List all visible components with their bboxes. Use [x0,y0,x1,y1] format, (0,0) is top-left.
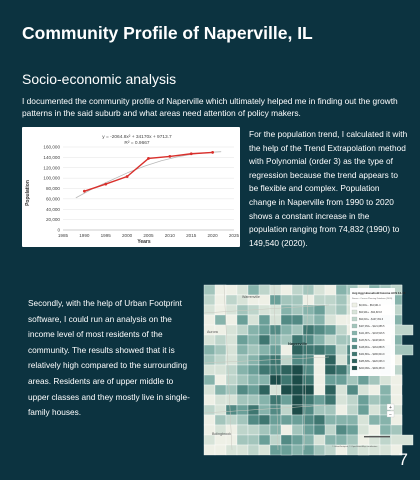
map-tract[interactable] [303,385,314,395]
map-tract[interactable] [204,345,215,355]
map-tract[interactable] [325,285,336,295]
map-tract[interactable] [325,335,336,345]
map-tract[interactable] [270,435,281,445]
map-tract[interactable] [204,355,215,365]
map-tract[interactable] [281,425,292,435]
map-legend-label: $0,000+ - $64,991.4 [359,304,381,308]
map-tract[interactable] [281,385,292,395]
map-tract[interactable] [292,385,303,395]
map-tract[interactable] [303,435,314,445]
page-number: 7 [398,450,408,469]
map-tract[interactable] [369,385,380,395]
map-tract[interactable] [391,375,402,385]
map-tract[interactable] [248,435,259,445]
zoom-in-icon: + [389,405,392,411]
chart-x-tick-label: 1995 [100,233,111,238]
map-scale-bar [364,436,390,437]
map-tract[interactable] [215,405,226,415]
map-tract[interactable] [303,285,314,295]
map-tract[interactable] [248,315,259,325]
map-tract[interactable] [303,355,314,365]
map-tract[interactable] [369,405,380,415]
chart-data-point [168,155,171,158]
chart-y-tick-label: 60,000 [45,196,60,202]
map-legend-swatch [352,317,357,321]
map-tract[interactable] [292,405,303,415]
map-tract[interactable] [325,435,336,445]
chart-y-tick-label: 120,000 [43,165,60,171]
map-tract[interactable] [237,285,248,295]
map-legend-swatch [352,345,357,349]
map-tract[interactable] [215,355,226,365]
map-tract[interactable] [303,315,314,325]
map-tract[interactable] [336,315,347,325]
map-zoom-controls[interactable] [387,404,394,418]
map-tract[interactable] [259,345,270,355]
map-tract[interactable] [336,285,347,295]
map-legend-swatch [352,366,357,370]
map-tract[interactable] [248,345,259,355]
map-tract[interactable] [270,415,281,425]
map-tract[interactable] [259,315,270,325]
map-tract[interactable] [292,325,303,335]
map-tract[interactable] [226,445,237,455]
map-tract[interactable] [292,295,303,305]
map-tract[interactable] [325,295,336,305]
map-tract[interactable] [358,415,369,425]
map-tract[interactable] [325,325,336,335]
map-tract[interactable] [303,365,314,375]
map-tract[interactable] [204,295,215,305]
map-tract[interactable] [204,405,215,415]
page-title: Community Profile of Naperville, IL [22,23,313,43]
chart-data-point [83,190,86,193]
map-tract[interactable] [204,385,215,395]
map-tract[interactable] [204,315,215,325]
map-tract[interactable] [270,365,281,375]
map-tract[interactable] [391,435,413,445]
map-tract[interactable] [248,365,259,375]
zoom-out-icon: − [389,412,392,418]
map-legend-swatch [352,310,357,314]
population-chart-svg [22,127,240,247]
map-tract[interactable] [281,375,292,385]
map-tract[interactable] [358,395,369,405]
map-legend-label: $64,991+ - $94,615.8 [359,311,382,315]
map-tract[interactable] [292,315,303,325]
map-tract[interactable] [237,325,248,335]
map-tract[interactable] [336,395,347,405]
chart-x-tick-label: 2015 [186,233,197,238]
map-tract[interactable] [325,305,336,315]
chart-data-point [190,152,193,155]
chart-y-tick-label: 160,000 [43,144,60,150]
map-place-bolingbrook: Bolingbrook [212,432,231,436]
chart-y-tick-label: 20,000 [45,217,60,223]
chart-y-tick-label: 40,000 [45,206,60,212]
map-tract[interactable] [270,295,281,305]
map-legend-swatch [352,352,357,356]
map-tract[interactable] [237,375,248,385]
map-tract[interactable] [347,395,358,405]
map-tract[interactable] [281,305,292,315]
map-tract[interactable] [292,395,303,405]
map-tract[interactable] [314,285,325,295]
map-tract[interactable] [204,365,215,375]
map-legend-label: $107,452+ - $121,086.5 [359,325,385,329]
income-paragraph: Secondly, with the help of Urban Footprint software, I could run an analysis on the income level of most residents of the community. The results showed that it is relatively high compared to the surrounding areas. Residents are of upper middle to upper classes and they mostly live in single-family houses. [28,298,190,418]
map-legend-label: $121,087+ - $133,516.5 [359,332,385,336]
map-tract[interactable] [336,405,347,415]
map-tract[interactable] [358,425,369,435]
chart-y-tick-label: 80,000 [45,186,60,192]
map-tract[interactable] [237,345,248,355]
map-tract[interactable] [292,375,303,385]
map-tract[interactable] [259,325,270,335]
chart-equation: y = -2064.8x² + 34170x + 9713.7 [102,135,172,140]
map-tract[interactable] [281,435,292,445]
map-tract[interactable] [325,405,336,415]
map-legend-label: $186,605+ - $220,066.3 [359,360,385,364]
chart-data-point [126,175,129,178]
map-tract[interactable] [347,405,358,415]
map-tract[interactable] [336,355,347,365]
chart-y-tick-label: 140,000 [43,154,60,160]
map-place-warrenville: Warrenville [242,295,260,299]
map-legend-label: $94,616+ - $107,451.6 [359,318,384,322]
chart-y-tick-label: 0 [57,227,60,233]
map-tract[interactable] [215,335,226,345]
map-tract[interactable] [204,335,215,345]
chart-x-tick-label: 2020 [207,233,218,238]
map-tract[interactable] [336,335,347,345]
map-tract[interactable] [226,385,237,395]
income-map-svg[interactable] [204,285,406,450]
map-tract[interactable] [204,435,215,445]
map-tract[interactable] [391,385,402,395]
map-tract[interactable] [292,285,303,295]
page-subtitle: Socio-economic analysis [22,71,177,87]
map-tract[interactable] [369,375,380,385]
map-tract[interactable] [380,385,391,395]
map-tract[interactable] [369,425,380,435]
chart-r-squared: R² = 0.9667 [124,141,150,146]
map-tract[interactable] [259,385,270,395]
map-tract[interactable] [259,295,270,305]
map-tract[interactable] [259,285,270,295]
intro-paragraph: I documented the community profile of Naperville which ultimately helped me in finding out the growth patterns in the said suburb and what areas need attention of policy makers. [22,96,398,118]
map-tract[interactable] [237,445,248,455]
map-tract[interactable] [325,425,336,435]
map-legend-label: $220,066+ - $409,453.9 [359,367,385,371]
map-tract[interactable] [281,365,292,375]
map-tract[interactable] [314,315,325,325]
map-tract[interactable] [281,355,292,365]
map-tract[interactable] [204,305,215,315]
map-tract[interactable] [303,375,314,385]
map-tract[interactable] [215,375,226,385]
map-legend-swatch [352,359,357,363]
map-tract[interactable] [314,295,325,305]
map-tract[interactable] [314,335,325,345]
map-tract[interactable] [292,425,303,435]
map-tract[interactable] [281,415,292,425]
map-tract[interactable] [237,405,248,415]
population-chart [22,127,240,247]
chart-x-tick-label: 2025 [228,233,240,238]
map-tract[interactable] [336,375,347,385]
map-tract[interactable] [325,385,336,395]
map-tract[interactable] [336,305,347,315]
chart-x-tick-label: 2000 [122,233,133,238]
map-legend-swatch [352,331,357,335]
map-tract[interactable] [314,355,325,365]
map-tract[interactable] [226,325,237,335]
map-tract[interactable] [237,355,248,365]
map-tract[interactable] [391,425,402,435]
map-tract[interactable] [248,375,259,385]
map-legend-swatch [352,303,357,307]
map-tract[interactable] [204,375,215,385]
map-tract[interactable] [281,395,292,405]
map-tract[interactable] [204,415,215,425]
chart-data-point [147,157,150,160]
chart-x-tick-label: 1985 [57,233,69,238]
map-tract[interactable] [259,445,270,455]
map-tract[interactable] [336,435,347,445]
map-tract[interactable] [248,355,259,365]
map-tract[interactable] [237,395,248,405]
map-legend-label: $133,517+ - $148,960.6 [359,339,385,343]
map-tract[interactable] [347,375,358,385]
chart-x-tick-label: 1990 [79,233,90,238]
map-tract[interactable] [358,405,369,415]
map-tract[interactable] [237,425,248,435]
chart-data-point [211,151,214,154]
map-legend-swatch [352,324,357,328]
map-tract[interactable] [314,415,325,425]
map-tract[interactable] [292,435,303,445]
map-tract[interactable] [226,375,237,385]
map-place-aurora: Aurora [207,330,218,334]
map-tract[interactable] [292,305,303,315]
map-tract[interactable] [336,365,347,375]
map-tract[interactable] [281,325,292,335]
map-tract[interactable] [270,385,281,395]
map-legend-title: Avg Agg Household Income ACS 14-18 [352,291,406,295]
map-tract[interactable] [226,415,237,425]
map-legend-label: $148,961+ - $164,880.5 [359,346,385,350]
map-tract[interactable] [237,335,248,345]
map-tract[interactable] [314,435,325,445]
map-legend-subtitle: Source - Census Planning Database (2020) [352,298,393,300]
map-tract[interactable] [226,405,237,415]
map-tract[interactable] [281,285,292,295]
chart-x-axis-label: Years [137,239,151,245]
map-tract[interactable] [347,415,358,425]
map-tract[interactable] [226,285,237,295]
income-map[interactable] [204,285,406,450]
map-tract[interactable] [325,375,336,385]
map-tract[interactable] [336,345,347,355]
map-tract[interactable] [237,415,248,425]
map-tract[interactable] [259,425,270,435]
chart-x-tick-label: 2010 [164,233,175,238]
map-tract[interactable] [303,295,314,305]
map-tract[interactable] [259,375,270,385]
map-tract[interactable] [215,445,226,455]
map-tract[interactable] [204,445,215,455]
map-tract[interactable] [358,375,369,385]
map-tract[interactable] [336,385,347,395]
map-tract[interactable] [270,305,281,315]
map-tract[interactable] [314,445,325,455]
map-tract[interactable] [336,295,347,305]
map-tract[interactable] [314,395,325,405]
map-tract[interactable] [226,365,237,375]
trend-paragraph: For the population trend, I calculated it with the help of the Trend Extrapolation method with Polynomial (order 3) as the type of regression because the trend appears to be flexible and complex. Population change in Naperville from 1990 to 2020 shows a constant increase in the population ranging from 74,832 (1990) to 149,540 (2020). [249,129,408,248]
map-tract[interactable] [314,385,325,395]
map-tract[interactable] [369,395,380,405]
map-tract[interactable] [325,355,336,365]
map-tract[interactable] [270,325,281,335]
map-tract[interactable] [281,345,292,355]
chart-x-tick-label: 2005 [143,233,154,238]
map-tract[interactable] [215,415,226,425]
map-place-naperville: Naperville [288,341,308,346]
map-tract[interactable] [325,345,336,355]
chart-data-point [104,183,107,186]
map-tract[interactable] [248,325,259,335]
map-legend-label: $164,881+ - $186,604.9 [359,353,385,357]
map-attribution: © UrbanFootprint, © OpenStreetMap contributors [332,446,378,448]
map-tract[interactable] [259,415,270,425]
chart-y-axis-label: Population [25,180,31,206]
map-tract[interactable] [325,395,336,405]
map-tract[interactable] [281,445,292,455]
map-tract[interactable] [248,445,259,455]
map-tract[interactable] [248,395,259,405]
map-tract[interactable] [391,395,402,405]
map-tract[interactable] [325,415,336,425]
map-tract[interactable] [314,405,325,415]
map-tract[interactable] [292,445,303,455]
map-tract[interactable] [380,425,391,435]
map-tract[interactable] [226,305,237,315]
map-tract[interactable] [270,405,281,415]
map-tract[interactable] [325,365,336,375]
chart-y-tick-label: 100,000 [43,175,60,181]
map-tract[interactable] [237,315,248,325]
map-tract[interactable] [292,415,303,425]
map-tract[interactable] [336,425,347,435]
map-legend-swatch [352,338,357,342]
map-tract[interactable] [369,415,380,425]
map-tract[interactable] [259,335,270,345]
map-tract[interactable] [204,395,215,405]
map-tract[interactable] [358,385,369,395]
